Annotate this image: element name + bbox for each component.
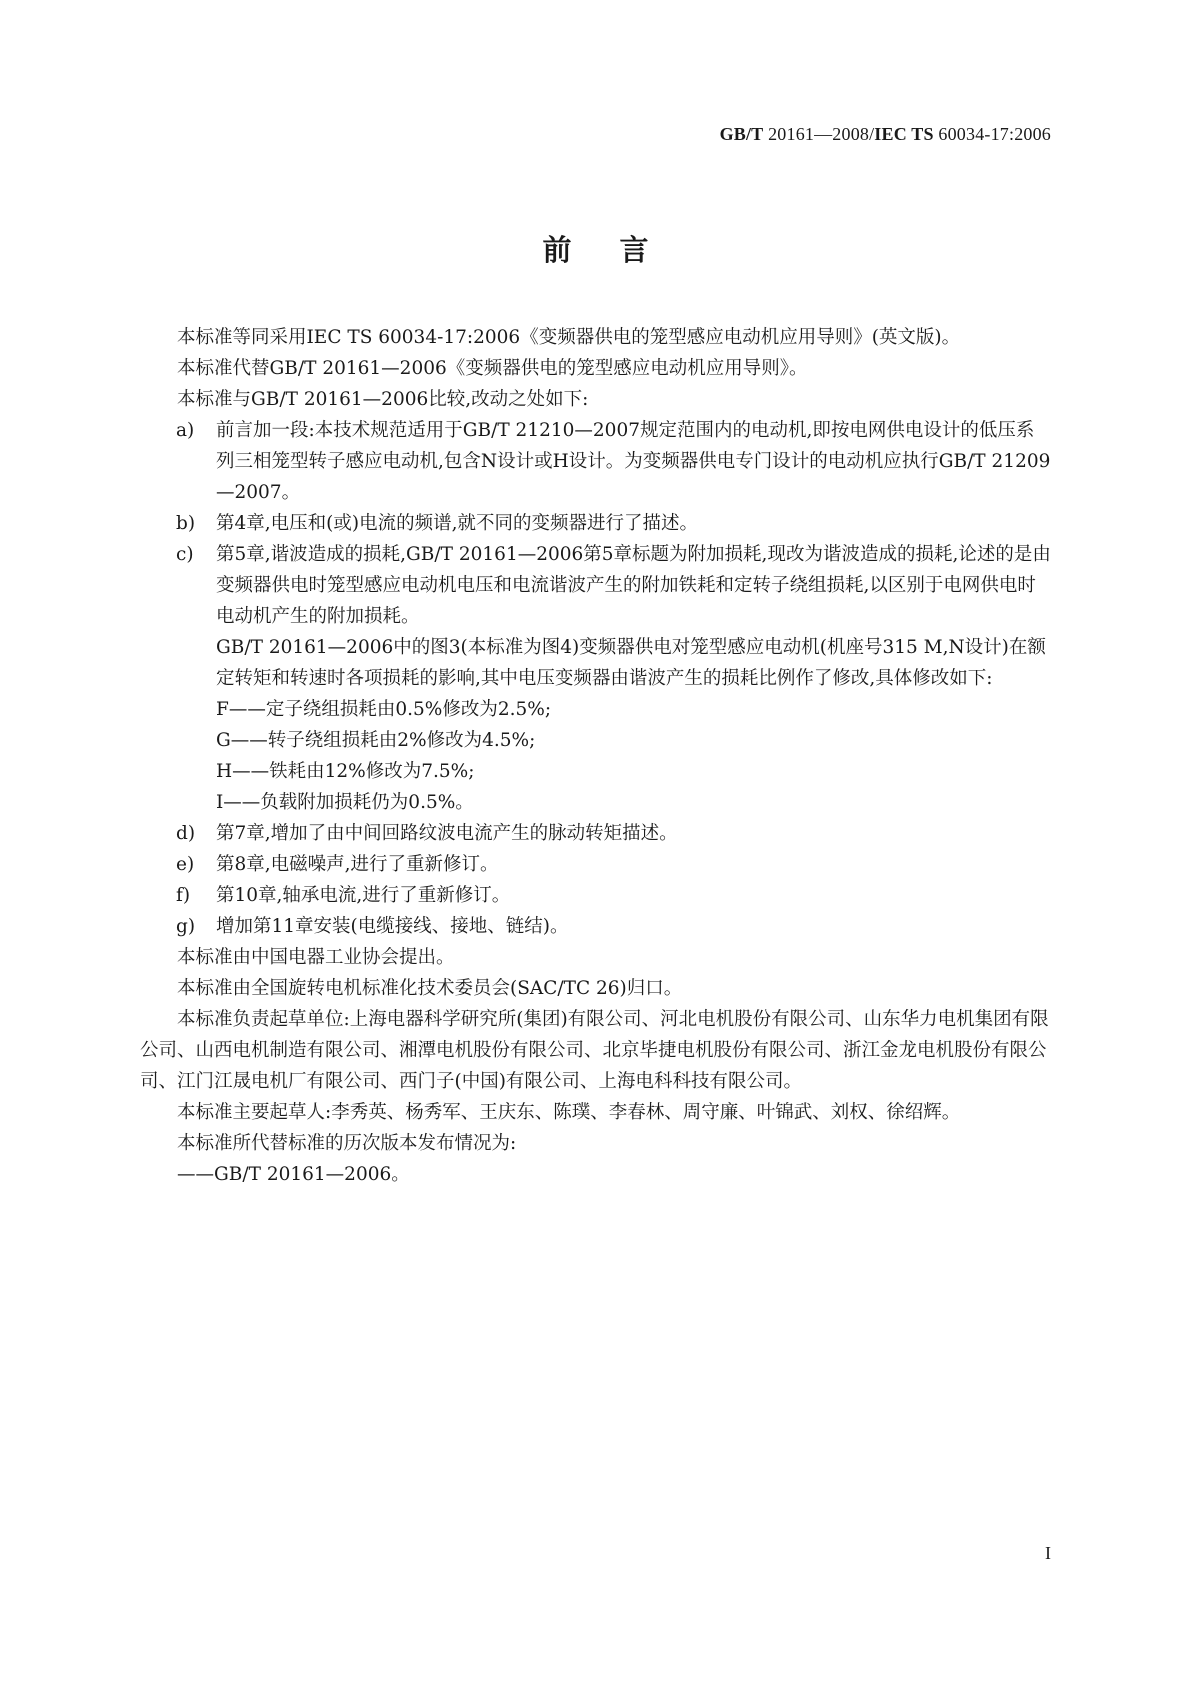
paragraph-drafting-units: 本标准负责起草单位:上海电器科学研究所(集团)有限公司、河北电机股份有限公司、山东华力电机集团有限公司、山西电机制造有限公司、湘潭电机股份有限公司、北京毕捷电机股份有限公司、浙江金龙电机股份有限公司、江门江晟电机厂有限公司、西门子(中国)有限公司、上海电科科技有限公司。 xyxy=(140,1009,1049,1092)
change-item-label: c) xyxy=(176,544,194,565)
paragraph-history-intro: 本标准所代替标准的历次版本发布情况为: xyxy=(177,1133,517,1154)
paragraph-committee: 本标准由全国旋转电机标准化技术委员会(SAC/TC 26)归口。 xyxy=(177,978,683,999)
loss-change-f: F——定子绕组损耗由0.5%修改为2.5%; xyxy=(216,699,552,720)
change-item-d xyxy=(140,818,1052,849)
loss-change-i: I——负载附加损耗仍为0.5%。 xyxy=(216,792,474,813)
change-item-label: e) xyxy=(176,854,195,875)
change-item-text: 增加第11章安装(电缆接线、接地、链结)。 xyxy=(216,916,569,937)
paragraph-drafters: 本标准主要起草人:李秀英、杨秀军、王庆东、陈璞、李春林、周守廉、叶锦武、刘权、徐绍辉。 xyxy=(177,1102,961,1123)
paragraph-changes-intro: 本标准与GB/T 20161—2006比较,改动之处如下: xyxy=(177,389,589,410)
page-title: 前言 xyxy=(542,233,697,267)
change-item-text: 第7章,增加了由中间回路纹波电流产生的脉动转矩描述。 xyxy=(216,823,678,844)
change-item-label: g) xyxy=(176,916,196,937)
standard-code-gbt: GB/T xyxy=(719,124,764,144)
paragraph-adoption: 本标准等同采用IEC TS 60034-17:2006《变频器供电的笼型感应电动机应用导则》(英文版)。 xyxy=(177,327,961,348)
change-item-label: a) xyxy=(176,420,195,441)
change-item-text: 第10章,轴承电流,进行了重新修订。 xyxy=(216,885,511,906)
change-item-c xyxy=(140,539,1052,632)
document-body xyxy=(140,322,1052,1190)
standard-code-header xyxy=(720,124,1051,145)
page-number: I xyxy=(1045,1543,1051,1563)
loss-change-h: H——铁耗由12%修改为7.5%; xyxy=(216,761,475,782)
change-item-label: b) xyxy=(176,513,196,534)
standard-code-number: 20161—2008/ xyxy=(763,124,875,144)
change-item-label: d) xyxy=(176,823,196,844)
change-item-text: 前言加一段:本技术规范适用于GB/T 21210—2007规定范围内的电动机,即按电网供电设计的低压系列三相笼型转子感应电动机,包含N设计或H设计。为变频器供电专门设计的电动机应执行GB/T 21209—2007。 xyxy=(216,420,1051,503)
paragraph-replaces: 本标准代替GB/T 20161—2006《变频器供电的笼型感应电动机应用导则》。 xyxy=(177,358,808,379)
paragraph-history-item: ——GB/T 20161—2006。 xyxy=(177,1164,410,1185)
standard-code-iec-number: 60034-17:2006 xyxy=(933,124,1051,144)
change-item-b xyxy=(140,508,1052,539)
change-item-g xyxy=(140,911,1052,942)
change-item-text: 第5章,谐波造成的损耗,GB/T 20161—2006第5章标题为附加损耗,现改为谐波造成的损耗,论述的是由变频器供电时笼型感应电动机电压和电流谐波产生的附加铁耗和定转子绕组损耗,以区别于电网供电时电动机产生的附加损耗。 xyxy=(216,544,1051,627)
paragraph-proposer: 本标准由中国电器工业协会提出。 xyxy=(177,947,455,968)
standard-code-iec: IEC TS xyxy=(874,124,934,144)
change-item-c-detail: GB/T 20161—2006中的图3(本标准为图4)变频器供电对笼型感应电动机(机座号315 M,N设计)在额定转矩和转速时各项损耗的影响,其中电压变频器由谐波产生的损耗比例作了修改,具体修改如下: xyxy=(216,637,1046,689)
change-item-text: 第4章,电压和(或)电流的频谱,就不同的变频器进行了描述。 xyxy=(216,513,698,534)
change-item-label: f) xyxy=(176,885,191,906)
change-item-e xyxy=(140,849,1052,880)
change-item-f xyxy=(140,880,1052,911)
change-item-a xyxy=(140,415,1052,508)
change-item-text: 第8章,电磁噪声,进行了重新修订。 xyxy=(216,854,499,875)
loss-change-g: G——转子绕组损耗由2%修改为4.5%; xyxy=(216,730,536,751)
